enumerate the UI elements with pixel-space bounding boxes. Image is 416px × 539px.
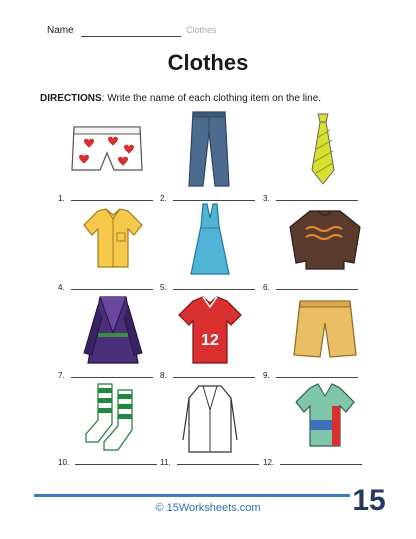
sweater-icon: [280, 205, 370, 275]
item-number: 11.: [160, 458, 171, 467]
footer-link[interactable]: © 15Worksheets.com: [155, 502, 261, 514]
answer-9[interactable]: [263, 371, 358, 380]
name-label: Name: [47, 25, 74, 36]
answer-line[interactable]: [276, 200, 358, 201]
directions-text: : Write the name of each clothing item on the line.: [101, 93, 322, 104]
bathrobe-icon: [68, 293, 158, 369]
jeans-icon: [163, 110, 253, 188]
answer-line[interactable]: [276, 289, 358, 290]
answer-4[interactable]: [58, 283, 153, 292]
suit-icon: [165, 380, 255, 456]
item-number: 5.: [160, 283, 167, 292]
answer-11[interactable]: [160, 458, 259, 467]
answer-3[interactable]: [263, 194, 358, 203]
directions: [40, 93, 321, 104]
answer-7[interactable]: [58, 371, 153, 380]
short-sleeve-shirt-icon: [68, 205, 158, 275]
answer-line[interactable]: [71, 200, 153, 201]
answer-line[interactable]: [71, 377, 153, 378]
shorts-icon: [280, 293, 370, 369]
item-number: 2.: [160, 194, 167, 203]
jersey-icon: [165, 293, 255, 369]
answer-10[interactable]: [58, 458, 157, 467]
answer-6[interactable]: [263, 283, 358, 292]
directions-label: DIRECTIONS: [40, 93, 102, 104]
necktie-icon: [278, 110, 368, 188]
item-number: 8.: [160, 371, 167, 380]
item-number: 12.: [263, 458, 275, 467]
item-number: 9.: [263, 371, 270, 380]
item-number: 3.: [263, 194, 270, 203]
answer-line[interactable]: [173, 289, 255, 290]
item-number: 4.: [58, 283, 65, 292]
answer-line[interactable]: [75, 464, 157, 465]
header-topic: Clothes: [186, 25, 217, 35]
footer-divider: [34, 494, 350, 497]
page-title: Clothes: [167, 50, 249, 75]
logo-number: 15: [352, 484, 386, 517]
name-answer-line[interactable]: [81, 36, 181, 37]
item-number: 7.: [58, 371, 65, 380]
answer-5[interactable]: [160, 283, 255, 292]
answer-8[interactable]: [160, 371, 255, 380]
answer-line[interactable]: [280, 464, 362, 465]
answer-1[interactable]: [58, 194, 153, 203]
dress-icon: [165, 200, 255, 278]
item-number: 6.: [263, 283, 270, 292]
answer-line[interactable]: [173, 377, 255, 378]
answer-12[interactable]: [263, 458, 362, 467]
jersey-number: 12: [201, 332, 219, 349]
answer-line[interactable]: [276, 377, 358, 378]
socks-icon: [68, 380, 158, 456]
polo-shirt-icon: [280, 380, 370, 456]
item-number: 1.: [58, 194, 65, 203]
answer-line[interactable]: [177, 464, 259, 465]
worksheets-logo: [352, 470, 386, 525]
item-number: 10.: [58, 458, 70, 467]
boxer-shorts-icon: [62, 115, 152, 185]
answer-line[interactable]: [71, 289, 153, 290]
